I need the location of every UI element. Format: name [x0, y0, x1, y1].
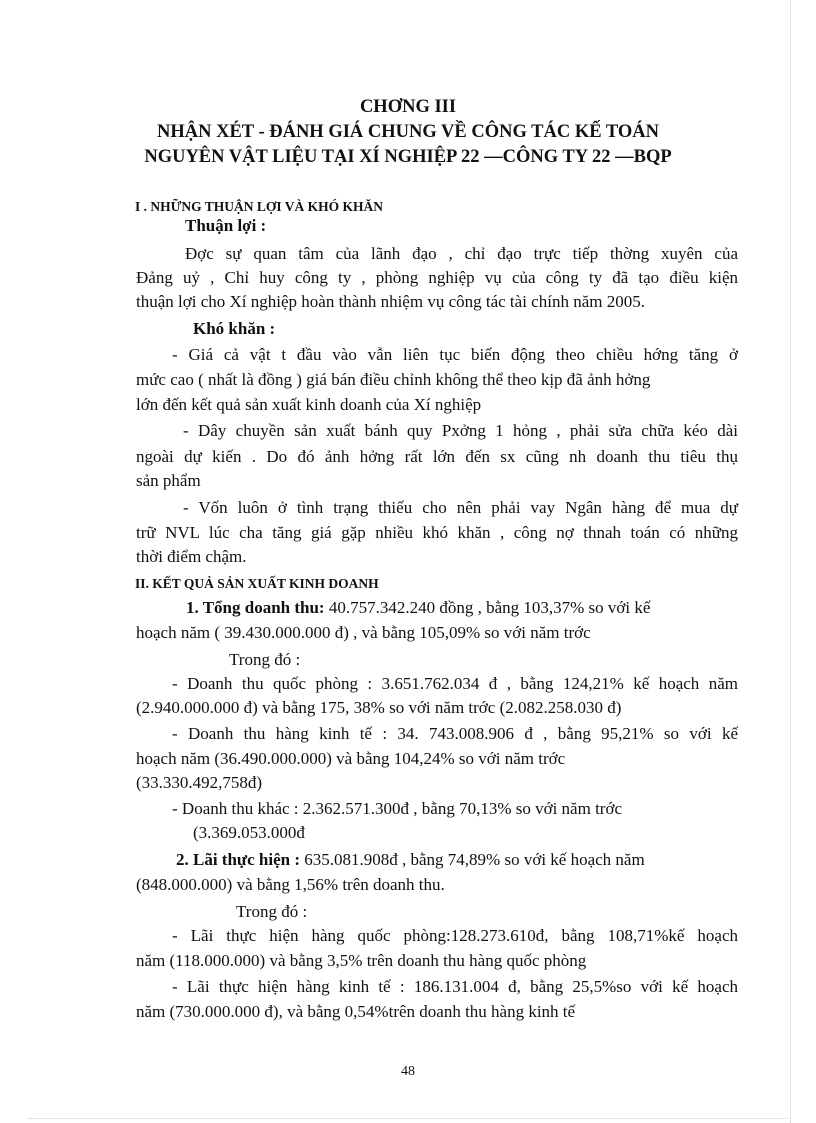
lai-thuc-hien-label: 2. Lãi thực hiện : [176, 850, 301, 869]
thuan-loi-line: Đảng uỷ , Chỉ huy công ty , phòng nghiệp vụ của công ty đã tạo điều kiện [136, 268, 738, 287]
thuan-loi-line: Đợc sự quan tâm của lãnh đạo , chỉ đạo trực tiếp thờng xuyên của [185, 244, 738, 263]
kho-khan-line: trữ NVL lúc cha tăng giá gặp nhiều khó khăn , công nợ thnah toán có những [136, 523, 738, 542]
doanh-thu-kinh-te-line: - Doanh thu hàng kinh tế : 34. 743.008.906 đ , bằng 95,21% so với kế [172, 724, 738, 743]
lai-quoc-phong-line: năm (118.000.000) và bằng 3,5% trên doanh thu hàng quốc phòng [136, 951, 587, 970]
thuan-loi-line: thuận lợi cho Xí nghiệp hoàn thành nhiệm vụ công tác tài chính năm 2005. [136, 292, 645, 311]
lai-kinh-te-line: năm (730.000.000 đ), và bằng 0,54%trên doanh thu hàng kinh tế [136, 1002, 576, 1021]
doanh-thu-khac-line: (3.369.053.000đ [193, 823, 305, 842]
trong-do-label-2: Trong đó : [236, 902, 308, 921]
section-2-heading: II. KẾT QUẢ SẢN XUẤT KINH DOANH [135, 576, 379, 591]
doanh-thu-khac-line: - Doanh thu khác : 2.362.571.300đ , bằng 70,13% so với năm trớc [172, 799, 622, 818]
lai-quoc-phong-line: - Lãi thực hiện hàng quốc phòng:128.273.610đ, bằng 108,71%kế hoạch [172, 926, 738, 945]
kho-khan-line: lớn đến kết quả sản xuất kinh doanh của Xí nghiệp [136, 395, 482, 414]
kho-khan-label: Khó khăn : [193, 319, 276, 338]
thuan-loi-label: Thuận lợi : [185, 216, 267, 235]
chapter-number: CHƠNG III [359, 97, 457, 117]
tong-doanh-thu-value: 40.757.342.240 đồng , bằng 103,37% so với kế [324, 598, 651, 617]
page-border-right [790, 0, 791, 1123]
chapter-title-line-1: NHẬN XÉT - ĐÁNH GIÁ CHUNG VỀ CÔNG TÁC KẾ TOÁN [157, 122, 659, 142]
lai-thuc-hien-line-2: (848.000.000) và bằng 1,56% trên doanh thu. [136, 875, 445, 894]
kho-khan-line: sản phẩm [136, 471, 201, 490]
tong-doanh-thu-line [186, 597, 650, 619]
doanh-thu-kinh-te-line: hoạch năm (36.490.000.000) và bằng 104,24% so với năm trớc [136, 749, 566, 768]
chapter-title-line-2: NGUYÊN VẬT LIỆU TẠI XÍ NGHIỆP 22 —CÔNG TY 22 —BQP [144, 147, 672, 167]
page-border-bottom [28, 1118, 788, 1119]
lai-kinh-te-line: - Lãi thực hiện hàng kinh tế : 186.131.004 đ, bằng 25,5%so với kế hoạch [172, 977, 738, 996]
page-number: 48 [401, 1064, 415, 1079]
kho-khan-line: - Vốn luôn ở tình trạng thiếu cho nên phải vay Ngân hàng để mua dự [183, 498, 738, 517]
kho-khan-line: - Dây chuyền sản xuất bánh quy Pxởng 1 hỏng , phải sửa chữa kéo dài [183, 421, 738, 440]
kho-khan-line: ngoài dự kiến . Do đó ảnh hởng rất lớn đến sx cũng nh doanh thu tiêu thụ [136, 447, 738, 466]
lai-thuc-hien-line [176, 849, 645, 871]
kho-khan-line: mức cao ( nhất là đồng ) giá bán điều chỉnh không thể theo kịp đã ảnh hởng [136, 370, 651, 389]
trong-do-label: Trong đó : [229, 650, 301, 669]
tong-doanh-thu-label: 1. Tổng doanh thu: [186, 598, 325, 617]
kho-khan-line: - Giá cả vật t đầu vào vẫn liên tục biến động theo chiều hớng tăng ở [172, 345, 738, 364]
lai-thuc-hien-value: 635.081.908đ , bằng 74,89% so với kế hoạch năm [300, 850, 645, 869]
tong-doanh-thu-line-2: hoạch năm ( 39.430.000.000 đ) , và bằng 105,09% so với năm trớc [136, 623, 591, 642]
doanh-thu-quoc-phong-line: (2.940.000.000 đ) và bằng 175, 38% so với năm trớc (2.082.258.030 đ) [136, 698, 622, 717]
doanh-thu-kinh-te-line: (33.330.492,758đ) [136, 773, 263, 792]
doanh-thu-quoc-phong-line: - Doanh thu quốc phòng : 3.651.762.034 đ , bằng 124,21% kế hoạch năm [172, 674, 738, 693]
kho-khan-line: thời điểm chậm. [136, 547, 247, 566]
section-1-heading: I . NHỮNG THUẬN LỢI VÀ KHÓ KHĂN [135, 199, 384, 214]
